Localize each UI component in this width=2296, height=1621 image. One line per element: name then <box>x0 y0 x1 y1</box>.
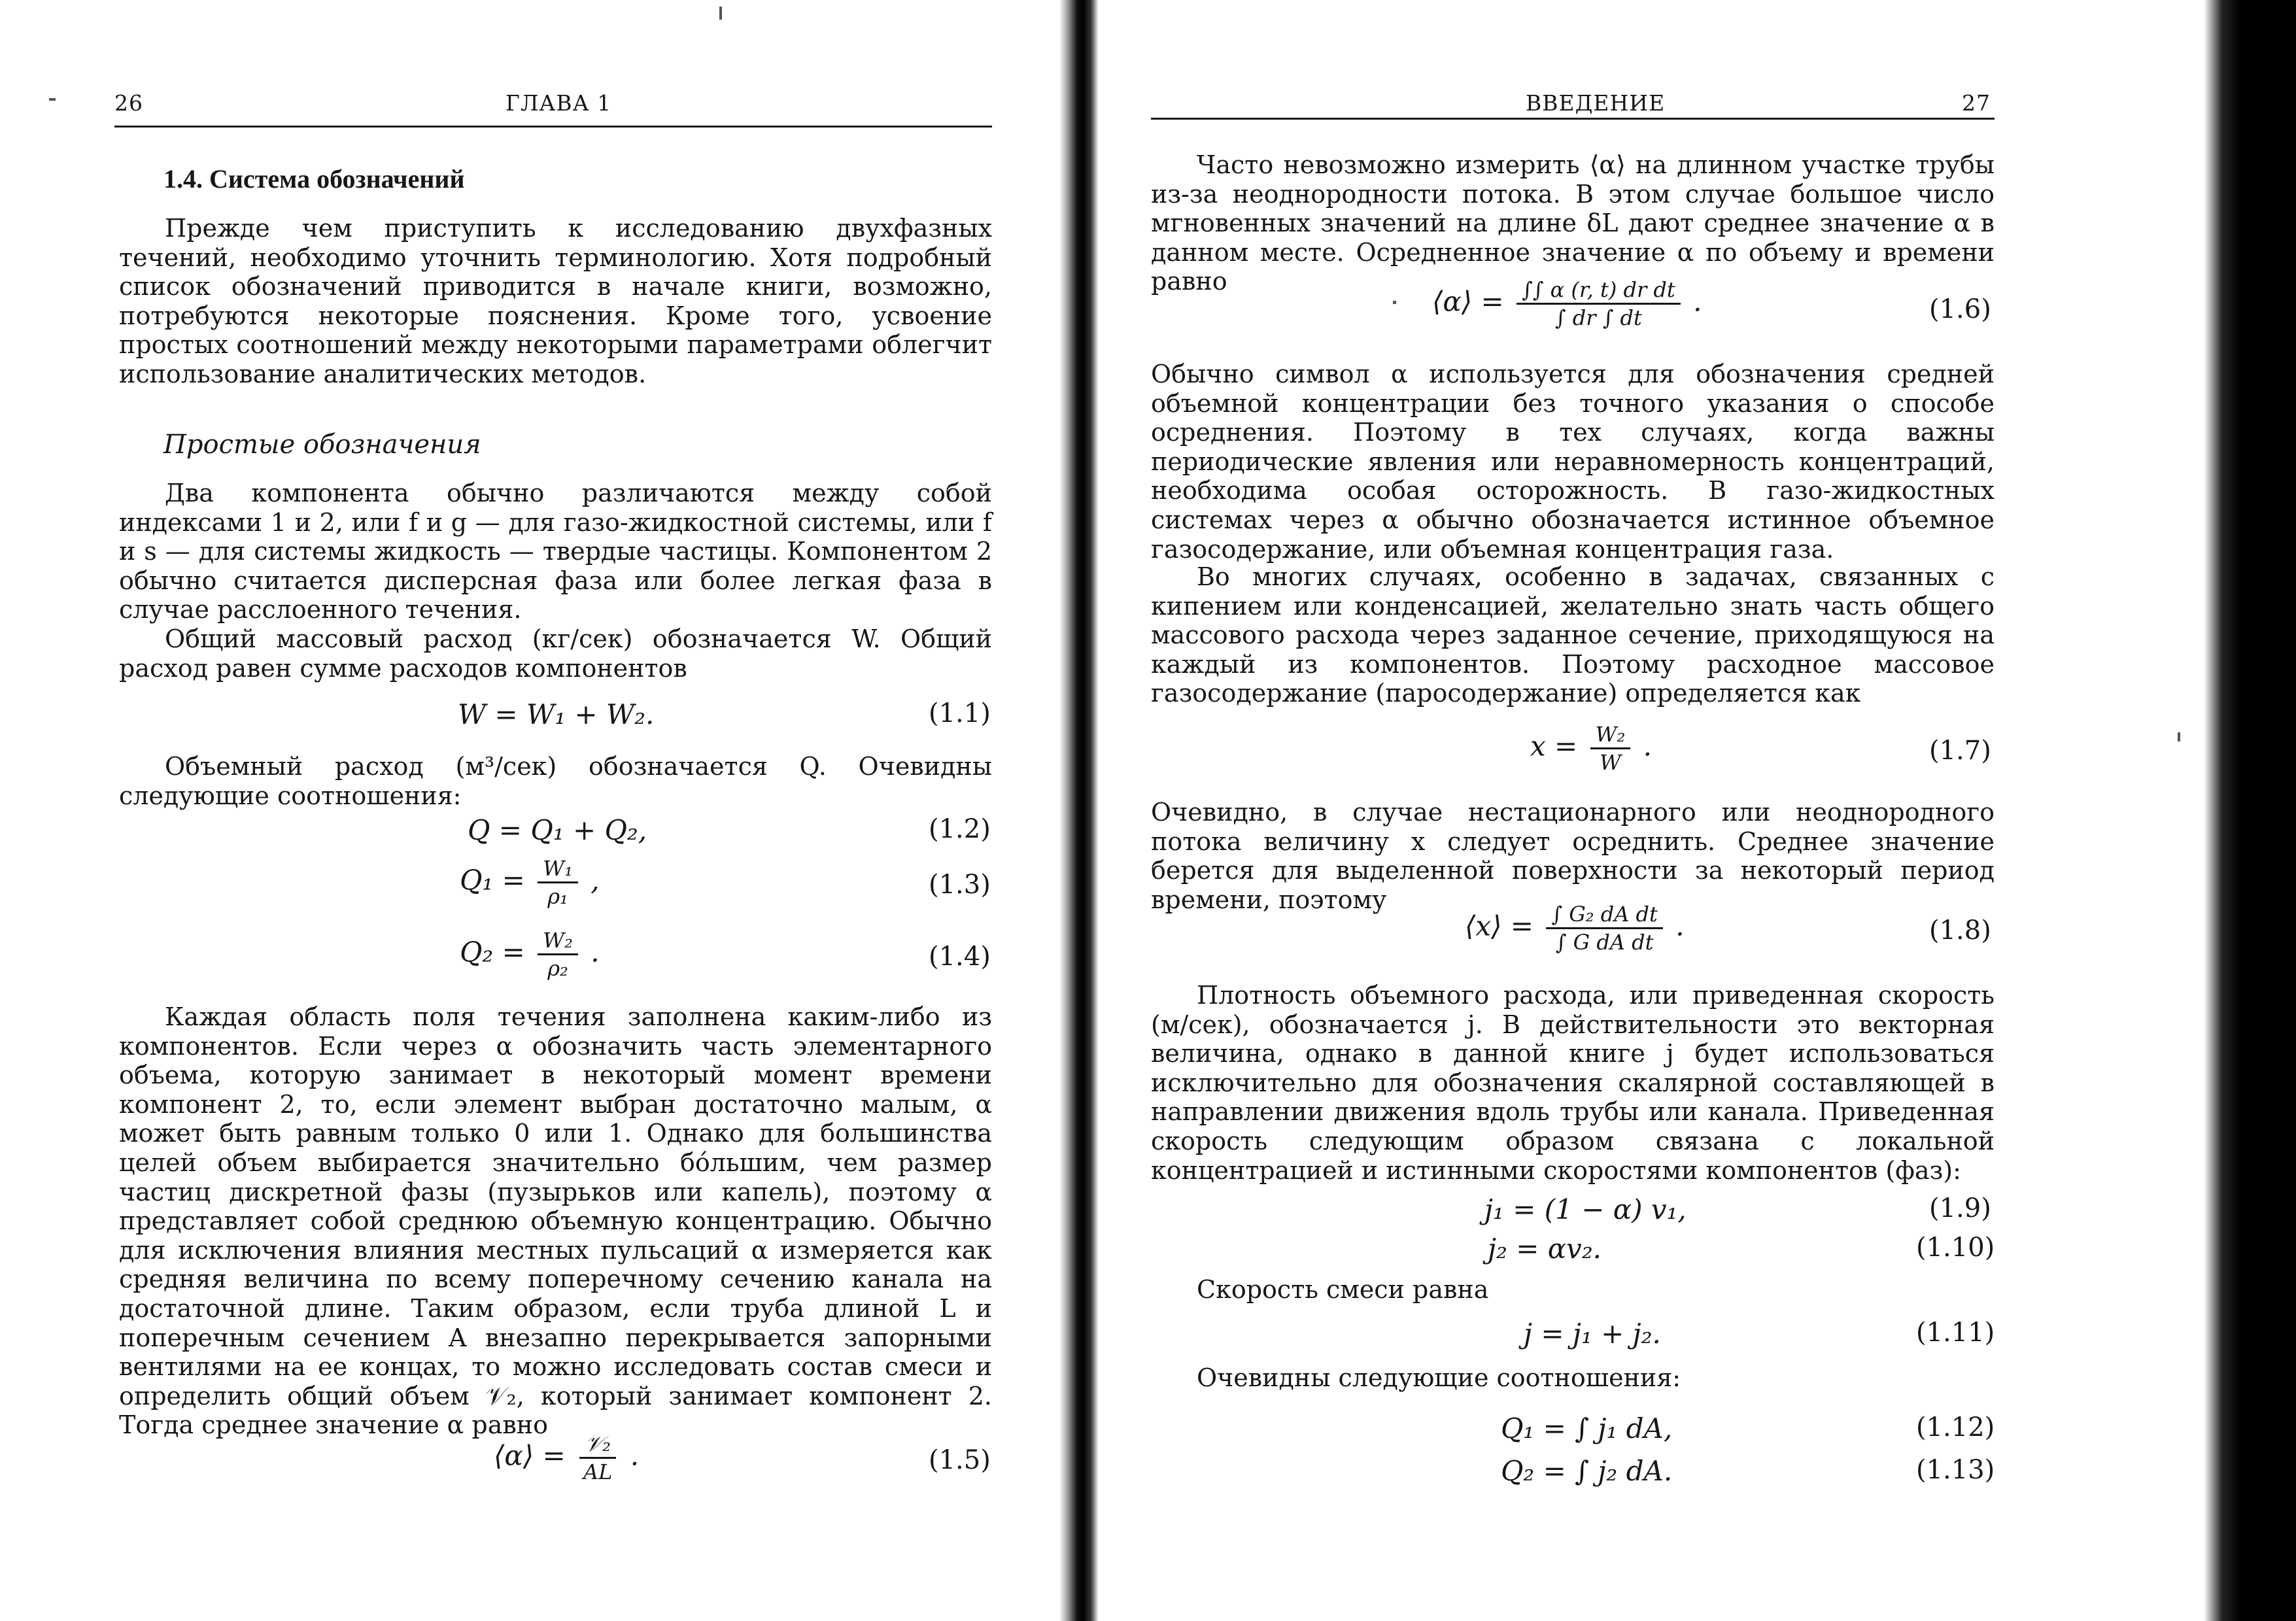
fraction <box>1590 723 1631 774</box>
equation <box>1465 902 1685 954</box>
page-number: 26 <box>114 90 143 116</box>
paragraph: Очевидно, в случае нестационарного или неоднородного потока величину x следует осреднить. Среднее значение берется для выделенной поверхности за некоторый период времени, поэтому <box>1151 798 1995 914</box>
numerator: ∫ G₂ dA dt <box>1546 902 1663 929</box>
paragraph: Объемный расход (м³/сек) обозначается Q. Очевидны следующие соотношения: <box>119 752 992 810</box>
numerator: W₂ <box>538 929 578 955</box>
page-number: 27 <box>1962 90 1991 116</box>
equation-lhs: ⟨x⟩ = <box>1465 910 1534 942</box>
fraction <box>538 857 578 908</box>
equation <box>460 857 600 908</box>
equation <box>1432 278 1702 330</box>
equation-tail: , <box>591 864 600 896</box>
scan-speck <box>1393 301 1396 304</box>
equation-number: (1.5) <box>929 1445 991 1475</box>
equation-number: (1.11) <box>1916 1318 1995 1348</box>
paragraph: Обычно символ α используется для обозначения средней объемной концентрации без точного указания о способе осреднения. Поэтому в тех случаях, когда важны периодические явления или неравномерность концентраций, необходима особая осторожность. В газо-жидкостных системах через α обычно обозначается истинное объемное газосодержание, или объемная концентрация газа. <box>1151 360 1995 564</box>
denominator: W <box>1600 750 1621 775</box>
equation: j = j₁ + j₂. <box>1524 1318 1661 1350</box>
fraction <box>538 929 578 980</box>
equation-tail: . <box>591 936 600 968</box>
equation <box>1530 723 1652 774</box>
paragraph: Очевидны следующие соотношения: <box>1197 1363 1681 1392</box>
paragraph: Плотность объемного расхода, или приведенная скорость (м/сек), обозначается j. В действительности это векторная величина, однако в данной книге j будет использоваться исключительно для обозначения скалярной составляющей в направлении движения вдоль трубы или канала. Приведенная скорость следующим образом связана с локальной концентрацией и истинными скоростями компонентов (фаз): <box>1151 981 1995 1185</box>
equation: j₁ = (1 − α) v₁, <box>1484 1193 1687 1225</box>
equation-number: (1.1) <box>929 698 991 728</box>
paragraph: Во многих случаях, особенно в задачах, связанных с кипением или конденсацией, желательно знать часть общего массового расхода через заданное сечение, приходящуюся на каждый из компонентов. Поэтому расходное массовое газосодержание (паросодержание) определяется как <box>1151 562 1995 708</box>
header-rule <box>1151 118 1995 120</box>
equation-number: (1.9) <box>1929 1193 1991 1223</box>
equation: j₂ = αv₂. <box>1488 1233 1602 1265</box>
equation-number: (1.4) <box>929 942 991 972</box>
paragraph: Скорость смеси равна <box>1197 1275 1489 1304</box>
denominator: AL <box>583 1459 613 1484</box>
header-rule <box>114 126 992 128</box>
fraction <box>578 1432 617 1484</box>
denominator: ∫ dr ∫ dt <box>1554 305 1642 330</box>
numerator: W₂ <box>1590 723 1631 749</box>
equation <box>460 929 600 980</box>
fraction <box>1516 278 1681 330</box>
equation-number: (1.8) <box>1929 915 1991 946</box>
paragraph: Общий массовый расход (кг/сек) обозначается W. Общий расход равен сумме расходов компонентов <box>119 624 992 683</box>
scan-edge-shadow <box>2204 0 2296 1621</box>
left-page <box>0 0 1046 1621</box>
scan-speck <box>719 7 722 20</box>
equation-tail: . <box>1693 285 1702 318</box>
numerator: ∫∫ α (r, t) dr dt <box>1516 278 1681 305</box>
equation-number: (1.2) <box>929 814 991 844</box>
right-page <box>1079 0 2296 1621</box>
denominator: ρ₂ <box>547 956 568 981</box>
equation-lhs: Q₂ = <box>460 936 525 968</box>
equation-tail: . <box>1643 730 1653 762</box>
scan-speck <box>49 98 56 101</box>
equation-tail: . <box>630 1439 640 1472</box>
equation-lhs: x = <box>1530 730 1578 762</box>
equation-lhs: ⟨α⟩ = <box>1432 285 1504 318</box>
scan-speck <box>2178 732 2180 742</box>
paragraph: Часто невозможно измерить ⟨α⟩ на длинном участке трубы из-за неоднородности потока. В этом случае большое число мгновенных значений на длине δL дают среднее значение α в данном месте. Осредненное значение α по объему и времени равно <box>1151 150 1995 296</box>
running-head: ГЛАВА 1 <box>505 90 612 116</box>
equation: Q = Q₁ + Q₂, <box>468 814 647 846</box>
equation: Q₁ = ∫ j₁ dA, <box>1501 1412 1673 1444</box>
equation-number: (1.13) <box>1916 1455 1995 1485</box>
subsection-title: Простые обозначения <box>163 430 481 460</box>
denominator: ∫ G dA dt <box>1555 930 1654 955</box>
equation-number: (1.7) <box>1929 736 1991 766</box>
numerator: 𝒱₂ <box>579 1432 615 1459</box>
denominator: ρ₁ <box>547 884 568 909</box>
section-title: 1.4. Система обозначений <box>163 164 465 194</box>
equation-number: (1.12) <box>1916 1412 1995 1442</box>
paragraph: Два компонента обычно различаются между собой индексами 1 и 2, или f и g — для газо-жидкостной системы, или f и s — для системы жидкость — твердые частицы. Компонентом 2 обычно считается дисперсная фаза или более легкая фаза в случае расслоенного течения. <box>119 479 992 624</box>
numerator: W₁ <box>538 857 578 883</box>
fraction <box>1546 902 1663 954</box>
equation-tail: . <box>1675 910 1685 942</box>
paragraph: Каждая область поля течения заполнена каким-либо из компонентов. Если через α обозначить часть элементарного объема, которую занимает в некоторый момент времени компонент 2, то, если элемент выбран достаточно малым, α может быть равным только 0 или 1. Однако для большинства целей объем выбирается значительно бо́льшим, чем размер частиц дискретной фазы (пузырьков или капель), поэтому α представляет собой среднюю объемную концентрацию. Обычно для исключения влияния местных пульсаций α измеряется как средняя величина по всему поперечному сечению канала на достаточной длине. Таким образом, если труба длиной L и поперечным сечением A внезапно перекрывается запорными вентилями на ее концах, то можно исследовать состав смеси и определить общий объем 𝒱₂, который занимает компонент 2. Тогда среднее значение α равно <box>119 1002 992 1440</box>
running-head: ВВЕДЕНИЕ <box>1526 90 1666 116</box>
equation-number: (1.3) <box>929 870 991 900</box>
equation-lhs: Q₁ = <box>460 864 525 896</box>
equation-number: (1.10) <box>1916 1233 1995 1263</box>
equation-lhs: ⟨α⟩ = <box>494 1439 566 1472</box>
equation: Q₂ = ∫ j₂ dA. <box>1501 1455 1673 1487</box>
intro-paragraph: Прежде чем приступить к исследованию двухфазных течений, необходимо уточнить терминологию. Хотя подробный список обозначений приводится в начале книги, возможно, потребуются некоторые пояснения. Кроме того, усвоение простых соотношений между некоторыми параметрами облегчит использование аналитических методов. <box>119 214 992 388</box>
equation <box>494 1432 639 1484</box>
equation: W = W₁ + W₂. <box>458 698 655 730</box>
equation-number: (1.6) <box>1929 294 1991 324</box>
